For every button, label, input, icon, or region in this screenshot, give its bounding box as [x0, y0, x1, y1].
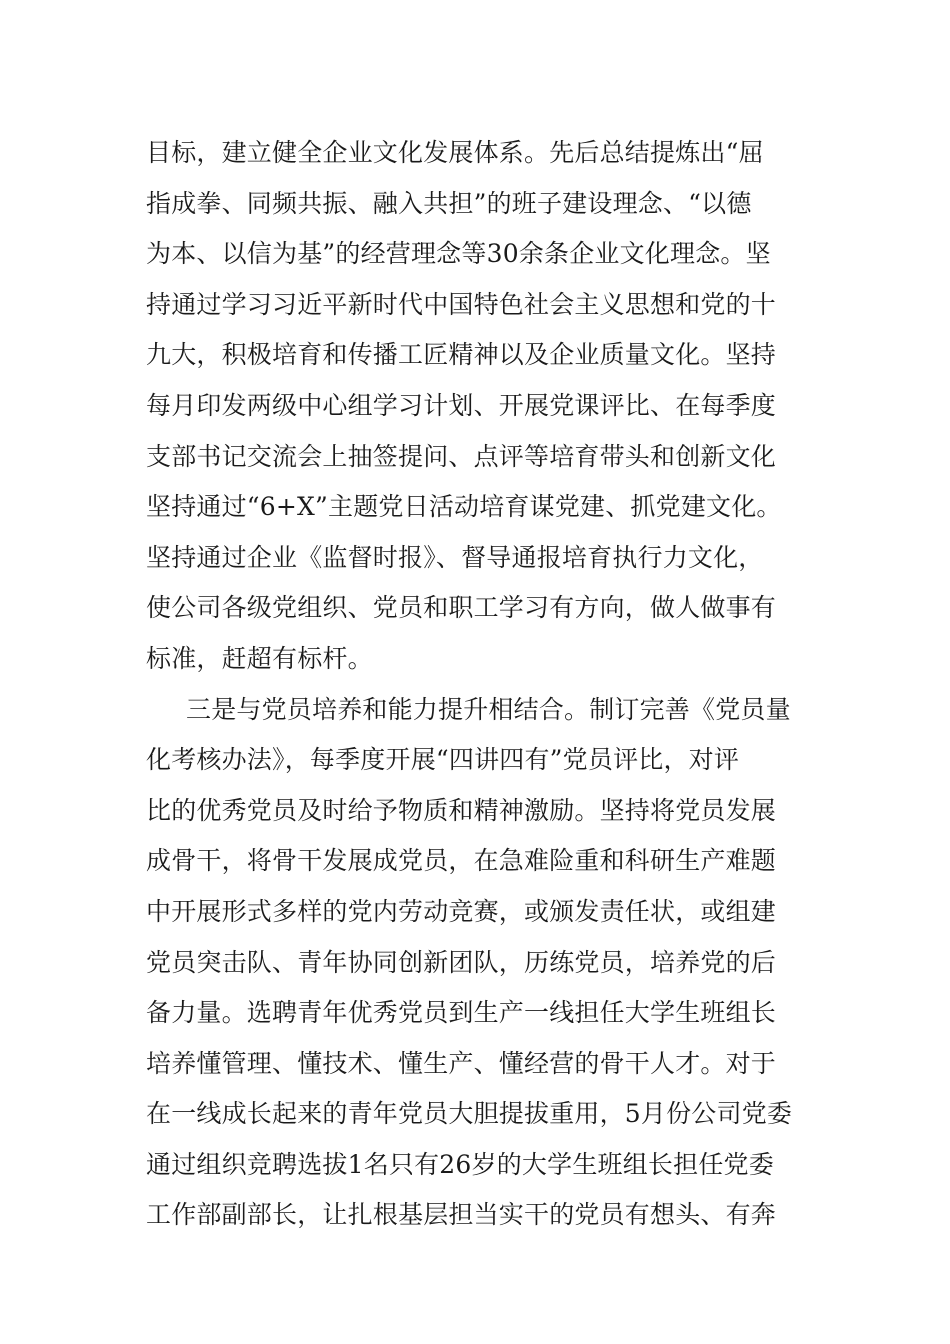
text-line: 成骨干，将骨干发展成党员，在急难险重和科研生产难题: [146, 846, 777, 876]
text-line: 每月印发两级中心组学习计划、开展党课评比、在每季度: [146, 390, 777, 420]
paragraph-start-line: 三是与党员培养和能力提升相结合。制订完善《党员量: [186, 694, 791, 724]
text-line: 坚持通过企业《监督时报》、督导通报培育执行力文化，: [146, 542, 764, 572]
text-line: 持通过学习习近平新时代中国特色社会主义思想和党的十: [146, 289, 777, 319]
text-line: 目标，建立健全企业文化发展体系。先后总结提炼出“屈: [146, 138, 764, 167]
text-line: 比的优秀党员及时给予物质和精神激励。坚持将党员发展: [146, 795, 777, 825]
text-line: 培养懂管理、懂技术、懂生产、懂经营的骨干人才。对于: [146, 1048, 777, 1078]
text-line: 支部书记交流会上抽签提问、点评等培育带头和创新文化: [146, 441, 777, 471]
text-line: 指成拳、同频共振、融入共担”的班子建设理念、“以德: [146, 188, 752, 218]
text-line: 在一线成长起来的青年党员大胆提拔重用，5月份公司党委: [146, 1099, 793, 1129]
text-line: 使公司各级党组织、党员和职工学习有方向，做人做事有: [146, 593, 777, 623]
text-line: 中开展形式多样的党内劳动竞赛，或颁发责任状，或组建: [146, 896, 777, 926]
text-line: 通过组织竞聘选拔1名只有26岁的大学生班组长担任党委: [146, 1149, 774, 1179]
text-line: 工作部副部长，让扎根基层担当实干的党员有想头、有奔: [146, 1200, 777, 1230]
body-text: [146, 128, 816, 1241]
text-line: 化考核办法》，每季度开展“四讲四有”党员评比，对评: [146, 745, 740, 775]
text-line: 为本、以信为基”的经营理念等30余条企业文化理念。坚: [146, 239, 771, 269]
text-line: 九大，积极培育和传播工匠精神以及企业质量文化。坚持: [146, 340, 777, 370]
text-line: 坚持通过“6+X”主题党日活动培育谋党建、抓党建文化。: [146, 492, 782, 522]
text-line: 备力量。选聘青年优秀党员到生产一线担任大学生班组长: [146, 998, 777, 1028]
text-line: 标准，赶超有标杆。: [146, 643, 373, 673]
text-line: 党员突击队、青年协同创新团队，历练党员，培养党的后: [146, 947, 777, 977]
